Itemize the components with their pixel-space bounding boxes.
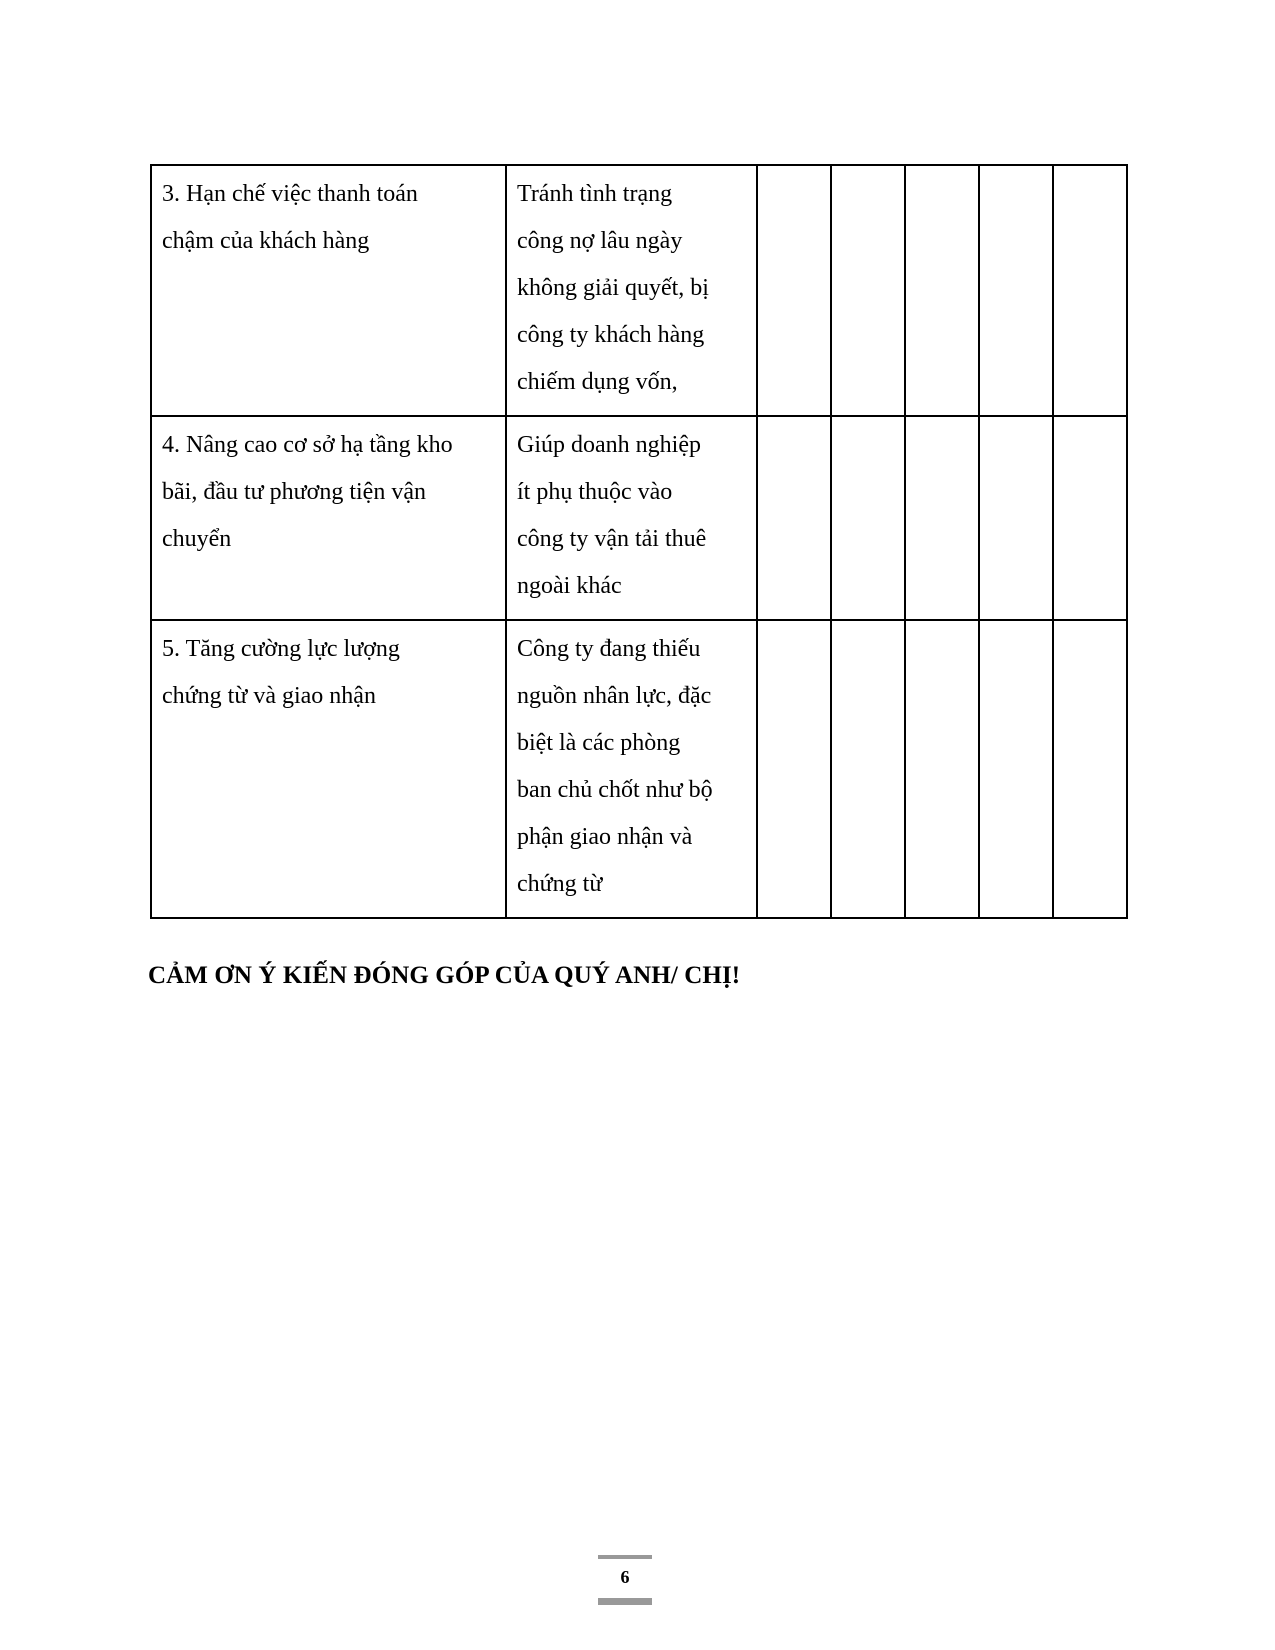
page-number: 6 xyxy=(620,1567,630,1587)
reason-text: Tránh tình trạng công nợ lâu ngày không giải quyết, bị công ty khách hàng chiếm dụng vốn, xyxy=(517,181,709,395)
rating-cell-2[interactable] xyxy=(831,620,905,918)
table-row xyxy=(151,165,1127,416)
reason-text: Giúp doanh nghiệp ít phụ thuộc vào công ty vận tải thuê ngoài khác xyxy=(517,432,707,599)
solution-text: 5. Tăng cường lực lượng chứng từ và giao nhận xyxy=(162,636,400,709)
rating-cell-2[interactable] xyxy=(831,416,905,620)
rating-cell-4[interactable] xyxy=(979,416,1053,620)
rating-cell-3[interactable] xyxy=(905,165,979,416)
rating-cell-2[interactable] xyxy=(831,165,905,416)
reason-cell xyxy=(506,416,757,620)
table-row xyxy=(151,416,1127,620)
rating-cell-3[interactable] xyxy=(905,620,979,918)
solution-cell xyxy=(151,620,506,918)
rating-cell-1[interactable] xyxy=(757,416,831,620)
page-footer xyxy=(598,1555,652,1605)
solution-cell xyxy=(151,416,506,620)
rating-cell-5[interactable] xyxy=(1053,165,1127,416)
closing-thanks: CẢM ƠN Ý KIẾN ĐÓNG GÓP CỦA QUÝ ANH/ CHỊ! xyxy=(148,962,741,989)
solution-text: 4. Nâng cao cơ sở hạ tầng kho bãi, đầu tư phương tiện vận chuyển xyxy=(162,432,453,552)
rating-cell-5[interactable] xyxy=(1053,620,1127,918)
solution-text: 3. Hạn chế việc thanh toán chậm của khách hàng xyxy=(162,181,418,254)
rating-cell-4[interactable] xyxy=(979,620,1053,918)
rating-cell-1[interactable] xyxy=(757,165,831,416)
footer-divider xyxy=(598,1555,652,1559)
reason-cell xyxy=(506,620,757,918)
rating-cell-4[interactable] xyxy=(979,165,1053,416)
reason-text: Công ty đang thiếu nguồn nhân lực, đặc biệt là các phòng ban chủ chốt như bộ phận giao nhận và chứng từ xyxy=(517,636,713,897)
table-row xyxy=(151,620,1127,918)
reason-cell xyxy=(506,165,757,416)
solution-cell xyxy=(151,165,506,416)
rating-cell-5[interactable] xyxy=(1053,416,1127,620)
rating-cell-1[interactable] xyxy=(757,620,831,918)
rating-cell-3[interactable] xyxy=(905,416,979,620)
survey-table xyxy=(150,164,1128,919)
footer-divider xyxy=(598,1598,652,1605)
